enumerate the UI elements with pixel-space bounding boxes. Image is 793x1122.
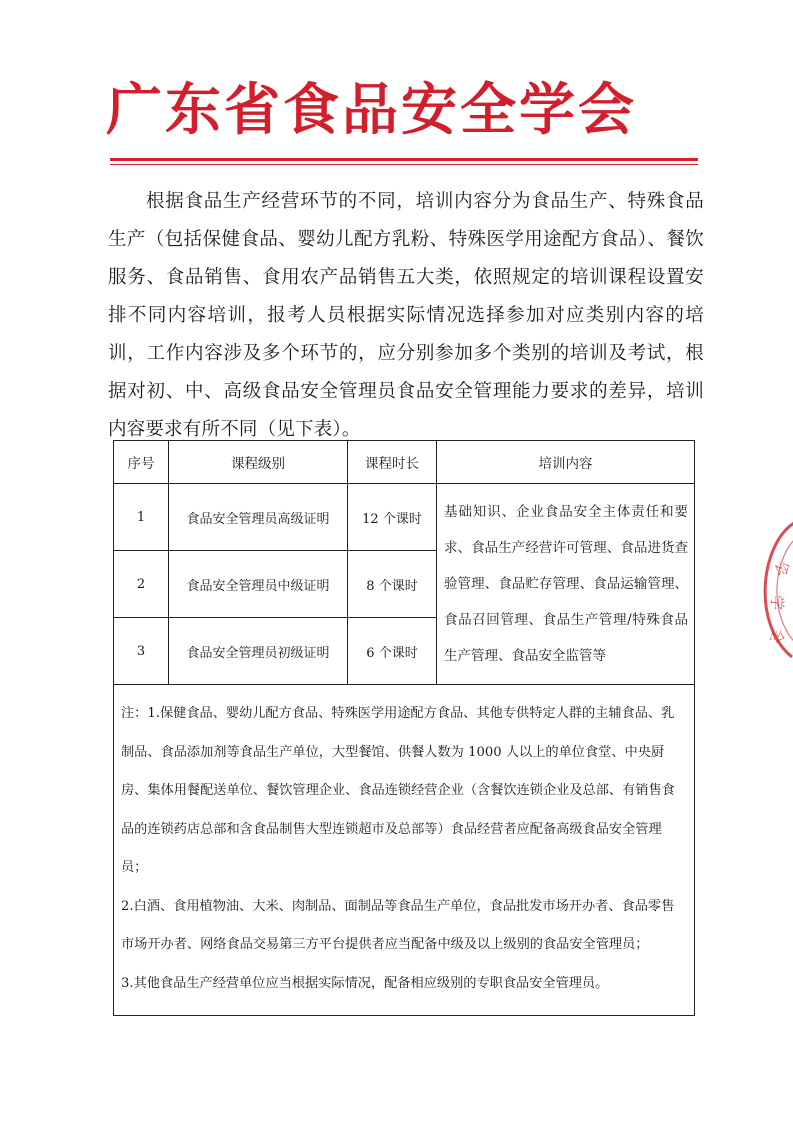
note-item-3: 3.其他食品生产经营单位应当根据实际情况，配备相应级别的专职食品安全管理员。 [121, 975, 609, 991]
row-course-level: 食品安全管理员初级证明 [169, 618, 348, 685]
row-number: 1 [114, 484, 169, 551]
note-item-1: 注：1.保健食品、婴幼儿配方食品、特殊医学用途配方食品、其他专供特定人群的主辅食品、乳制品、食品添加剂等食品生产单位，大型餐馆、供餐人数为 1000 人以上的单位食堂、中央厨房、集体用餐配送单位、餐饮管理企业、食品连锁经营企业（含餐饮连锁企业及总部、有销售食品的连锁药店总部和含食品制售大型连锁超市及总部等）食品经营者应配备高级食品安全管理员； [121, 706, 675, 875]
official-seal-stamp [742, 515, 793, 665]
note-item-2: 2.白酒、食用植物油、大米、肉制品、面制品等食品生产单位，食品批发市场开办者、食品零售市场开办者、网络食品交易第三方平台提供者应当配备中级及以上级别的食品安全管理员； [121, 898, 675, 952]
training-content-cell: 基础知识、企业食品安全主体责任和要求、食品生产经营许可管理、食品进货查验管理、食品贮存管理、食品运输管理、食品召回管理、食品生产管理/特殊食品生产管理、食品安全监管等 [437, 484, 695, 685]
row-course-hours: 12 个课时 [348, 484, 437, 551]
svg-text:会: 会 [771, 558, 793, 579]
header-course-duration: 课程时长 [348, 441, 437, 484]
header-serial-number: 序号 [114, 441, 169, 484]
training-course-table [113, 440, 695, 1016]
letterhead-rule-thick [110, 158, 698, 161]
letterhead-rule-thin [110, 164, 698, 165]
row-number: 2 [114, 551, 169, 618]
table-notes-row [114, 685, 695, 1016]
table-header-row [114, 441, 695, 484]
row-number: 3 [114, 618, 169, 685]
row-course-hours: 6 个课时 [348, 618, 437, 685]
notes-cell [114, 685, 695, 1016]
svg-text:全: 全 [766, 625, 789, 646]
row-course-level: 食品安全管理员中级证明 [169, 551, 348, 618]
header-training-content: 培训内容 [437, 441, 695, 484]
intro-paragraph: 根据食品生产经营环节的不同，培训内容分为食品生产、特殊食品生产（包括保健食品、婴幼儿配方乳粉、特殊医学用途配方食品）、餐饮服务、食品销售、食用农产品销售五大类，依照规定的培训课程设置安排不同内容培训，报考人员根据实际情况选择参加对应类别内容的培训，工作内容涉及多个环节的，应分别参加多个类别的培训及考试，根据对初、中、高级食品安全管理员食品安全管理能力要求的差异，培训内容要求有所不同（见下表）。 [108, 191, 704, 440]
svg-text:学: 学 [768, 595, 786, 611]
organization-letterhead-title: 广东省食品安全学会 [106, 77, 637, 143]
table-row [114, 484, 695, 551]
header-course-level: 课程级别 [169, 441, 348, 484]
row-course-hours: 8 个课时 [348, 551, 437, 618]
row-course-level: 食品安全管理员高级证明 [169, 484, 348, 551]
